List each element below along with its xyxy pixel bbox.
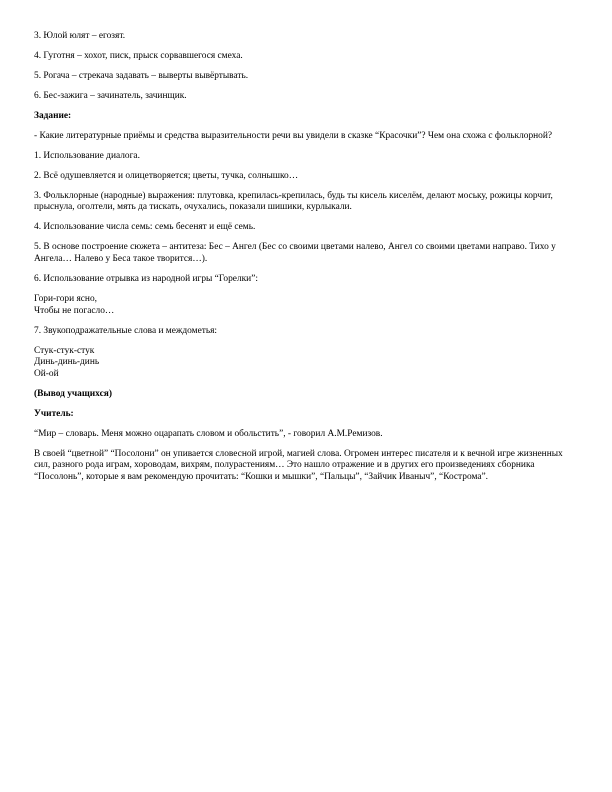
task-question: - Какие литературные приёмы и средства выразительности речи вы увидели в сказке “Красочки”? Чем она схожа с фольклорной? [34,130,553,141]
answer-item: 4. Использование числа семь: семь бесенят и ещё семь. [34,222,256,233]
answer-item: 3. Фольклорные (народные) выражения: плутовка, крепилась-крепилась, будь ты кисель киселём, делают моську, рожицы корчит, прыснула, оголтели, мять да тискать, очухались, показали шишики, курлыкали. [34,190,553,213]
task-heading: Задание: [34,110,72,121]
final-paragraph: В своей “цветной” “Посолони” он упивается словесной игрой, магией слова. Огромен интерес писателя и к вечной игре жизненных сил, разного рода играм, хороводам, вихрям, полурастениям… Это нашло отражение и в других его произведениях сборника “Посолонь”, которые я вам рекомендую прочитать: “Кошки и мышки”, “Пальцы”, “Зайчик Иваныч”, “Кострома”. [34,448,563,482]
sound-word: Стук-стук-стук [34,345,95,356]
list-item: 3. Юлой юлят – егозят. [34,31,126,41]
verse-line: Чтобы не погасло… [34,305,115,316]
answer-item: 7. Звукоподражательные слова и междометья: [34,325,218,336]
quote: “Мир – словарь. Меня можно оцарапать словом и обольстить”, - говорил А.М.Ремизов. [34,428,383,439]
answer-item: 2. Всё одушевляется и олицетворяется; цветы, тучка, солнышко… [34,170,299,181]
list-item: 5. Рогача – стрекача задавать – выверты вывёртывать. [34,70,249,81]
sound-word: Ой-ой [34,368,59,379]
students-conclusion: (Вывод учащихся) [34,388,112,399]
answer-item: 5. В основе построение сюжета – антитеза: Бес – Ангел (Бес со своими цветами налево, Ангел со своими цветами направо. Тихо у Ангела… Налево у Беса такое творится…). [34,242,556,265]
verse-line: Гори-гори ясно, [34,294,97,304]
list-item: 4. Гуготня – хохот, писк, прыск сорвавшегося смеха. [34,50,243,61]
answer-item: 1. Использование диалога. [34,150,140,161]
teacher-heading: Учитель: [34,408,74,419]
sound-words [34,346,579,381]
document-body [34,31,579,492]
list-item: 6. Бес-зажига – зачинатель, зачинщик. [34,90,187,101]
game-verse [34,294,579,317]
answer-item: 6. Использование отрывка из народной игры “Горелки”: [34,274,258,285]
sound-word: Динь-динь-динь [34,357,100,368]
